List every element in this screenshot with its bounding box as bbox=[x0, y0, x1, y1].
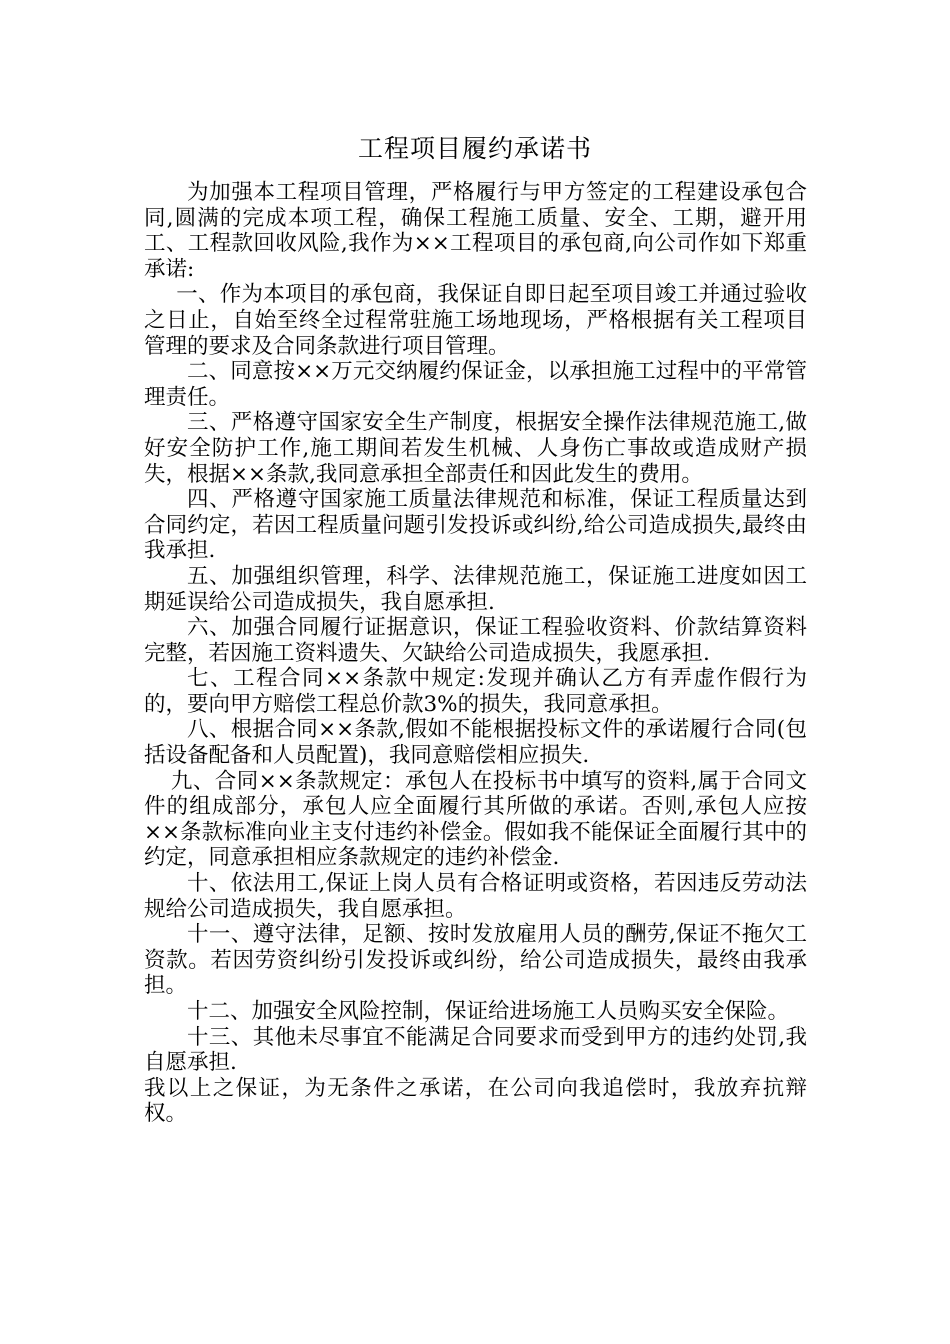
clause-3: 三、严格遵守国家安全生产制度，根据安全操作法律规范施工,做好安全防护工作,施工期间若发生机械、人身伤亡事故或造成财产损失，根据××条款,我同意承担全部责任和因此发生的费用。 bbox=[144, 410, 807, 487]
document-body bbox=[144, 180, 807, 1127]
clause-2: 二、同意按××万元交纳履约保证金，以承担施工过程中的平常管理责任。 bbox=[144, 359, 807, 410]
clause-13: 十三、其他未尽事宜不能满足合同要求而受到甲方的违约处罚,我自愿承担. bbox=[144, 1024, 807, 1076]
closing-statement: 我以上之保证，为无条件之承诺，在公司向我追偿时，我放弃抗辩权。 bbox=[144, 1075, 807, 1127]
clause-7: 七、工程合同××条款中规定:发现并确认乙方有弄虚作假行为的，要向甲方赔偿工程总价款3%的损失，我同意承担。 bbox=[144, 666, 807, 717]
clause-10: 十、依法用工,保证上岗人员有合格证明或资格，若因违反劳动法规给公司造成损失，我自愿承担。 bbox=[144, 871, 807, 922]
clause-8: 八、根据合同××条款,假如不能根据投标文件的承诺履行合同(包括设备配备和人员配置)，我同意赔偿相应损失. bbox=[144, 717, 807, 769]
clause-6: 六、加强合同履行证据意识，保证工程验收资料、价款结算资料完整，若因施工资料遗失、欠缺给公司造成损失，我愿承担. bbox=[144, 615, 807, 666]
clause-1: 一、作为本项目的承包商，我保证自即日起至项目竣工并通过验收之日止，自始至终全过程常驻施工场地现场，严格根据有关工程项目管理的要求及合同条款进行项目管理。 bbox=[144, 282, 807, 359]
document-title: 工程项目履约承诺书 bbox=[357, 134, 592, 163]
clause-12: 十二、加强安全风险控制，保证给进场施工人员购买安全保险。 bbox=[187, 999, 790, 1024]
intro-paragraph: 为加强本工程项目管理，严格履行与甲方签定的工程建设承包合同,圆满的完成本项工程，确保工程施工质量、安全、工期，避开用工、工程款回收风险,我作为××工程项目的承包商,向公司作如下郑重承诺: bbox=[144, 180, 807, 282]
clause-11: 十一、遵守法律，足额、按时发放雇用人员的酬劳,保证不拖欠工资款。若因劳资纠纷引发投诉或纠纷，给公司造成损失，最终由我承担。 bbox=[144, 922, 807, 999]
clause-4: 四、严格遵守国家施工质量法律规范和标准，保证工程质量达到合同约定，若因工程质量问题引发投诉或纠纷,给公司造成损失,最终由我承担. bbox=[144, 487, 807, 564]
clause-5: 五、加强组织管理，科学、法律规范施工，保证施工进度如因工期延误给公司造成损失，我自愿承担. bbox=[144, 563, 807, 615]
clause-9: 九、合同××条款规定：承包人在投标书中填写的资料,属于合同文件的组成部分，承包人应全面履行其所做的承诺。否则,承包人应按××条款标准向业主支付违约补偿金。假如我不能保证全面履行其中的约定，同意承担相应条款规定的违约补偿金. bbox=[144, 768, 807, 871]
